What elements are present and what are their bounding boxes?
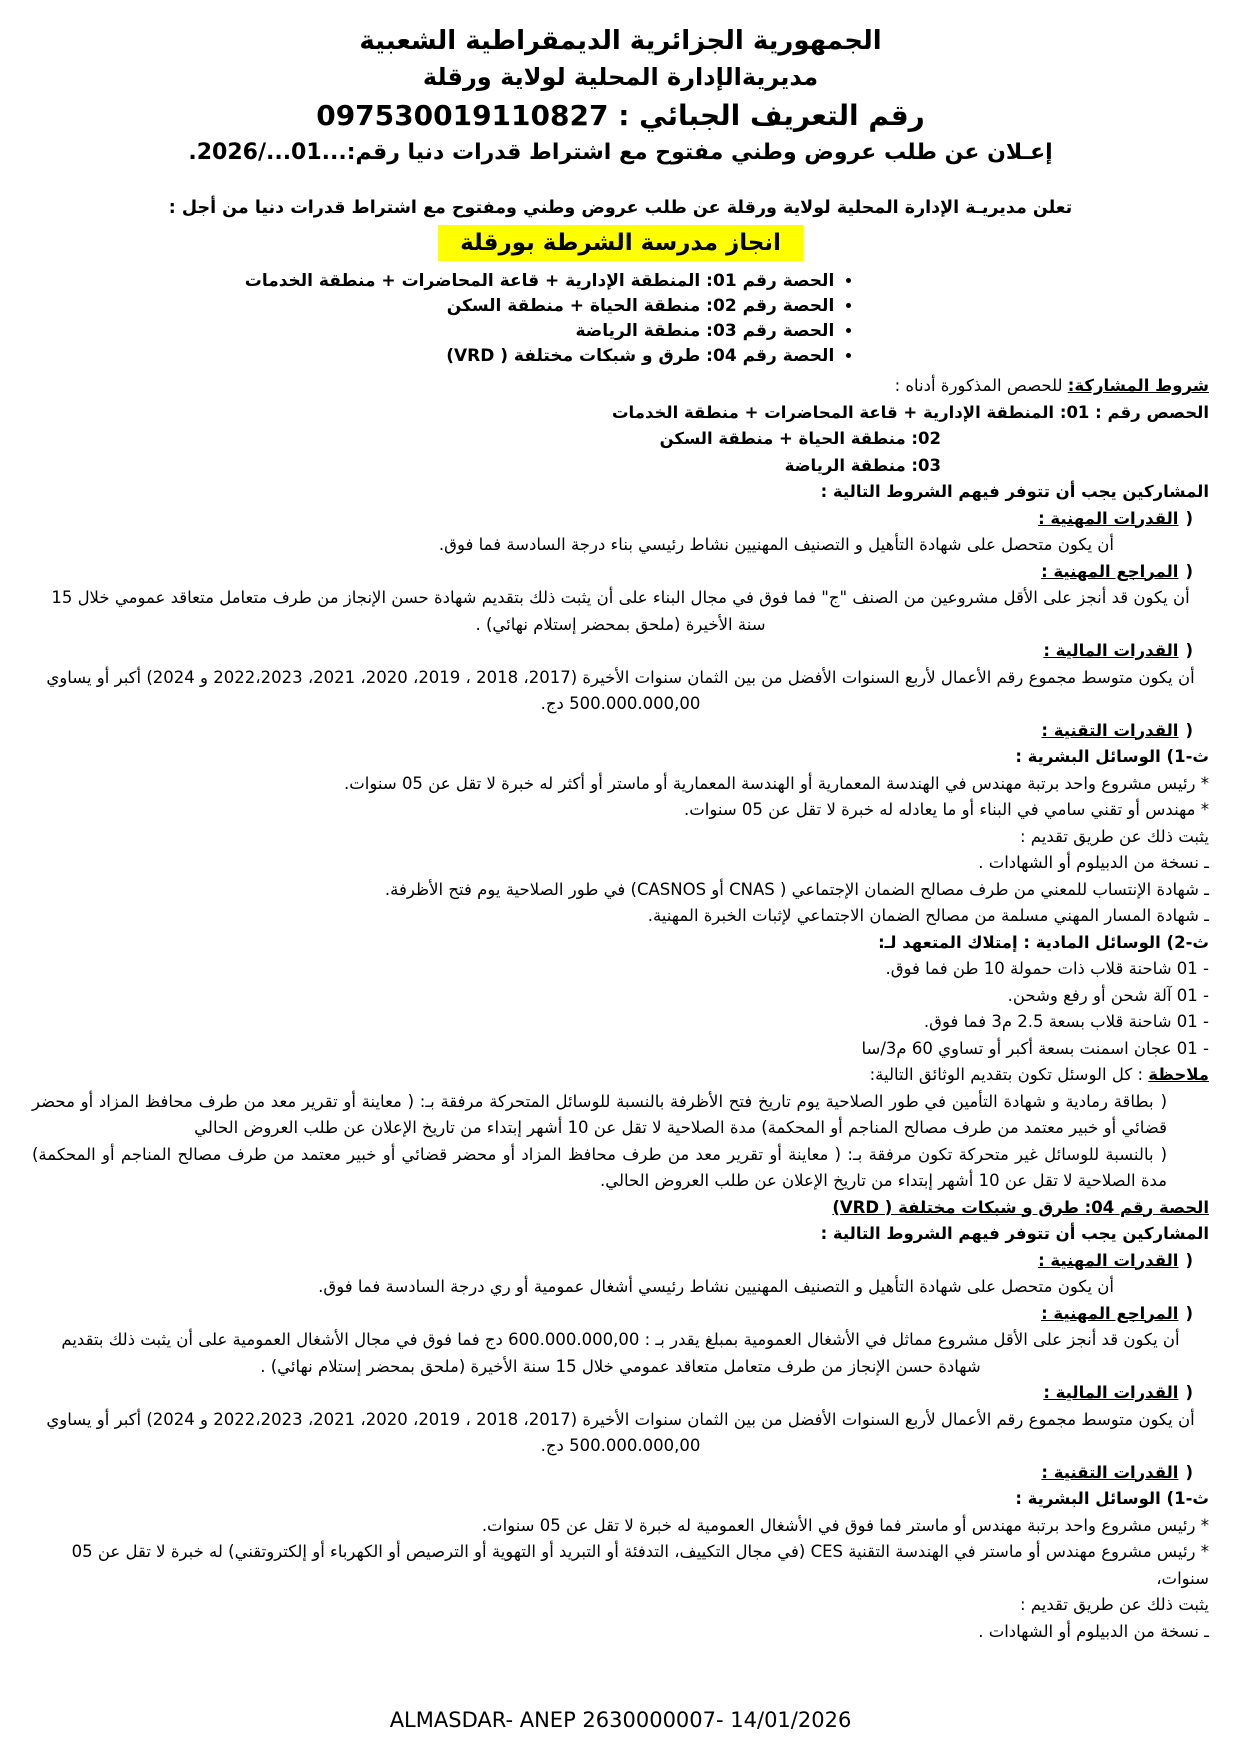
proof-item: ـ نسخة من الدبيلوم أو الشهادات . — [978, 853, 1209, 872]
section-heading-technical: )القدرات التقنية : — [1041, 720, 1193, 740]
section-heading-technical: )القدرات التقنية : — [1041, 1462, 1193, 1482]
participation-terms-rest: للحصص المذكورة أدناه : — [894, 376, 1068, 395]
paren-marker: ) — [1160, 1144, 1167, 1164]
proof-intro-line: يثبت ذلك عن طريق تقديم : — [1020, 1595, 1209, 1614]
note-paragraph: )بالنسبة للوسائل غير متحركة تكون مرفقة بـ: ( معاينة أو تقرير معد من طرف محافظ المزاد أو محضر قضائي أو خبير معتمد من طرف مصالح المناجم أو المحكمة) مدة الصلاحية لا تقل عن 10 أشهر إبتداء من تاريخ الإعلان عن طلب العروض الحالي. — [32, 1144, 1167, 1190]
proof-intro-line: يثبت ذلك عن طريق تقديم : — [1020, 826, 1209, 846]
section-heading-professional: )القدرات المهنية : — [1038, 508, 1193, 528]
paren-marker: ) — [1185, 720, 1193, 740]
ref-lot-line-01: الحصص رقم : 01: المنطقة الإدارية + قاعة المحاضرات + منطقة الخدمات — [611, 402, 1209, 422]
proof-item: ـ شهادة الإنتساب للمعني من طرف مصالح الضمان الإجتماعي ( CNAS أو CASNOS) في طور الصلاحية يوم فتح الأظرفة. — [384, 879, 1209, 899]
section-heading-references: )المراجع المهنية : — [1041, 1303, 1193, 1323]
section-heading-financial: )القدرات المالية : — [1043, 1383, 1193, 1402]
material-means-item: - 01 عجان اسمنت بسعة أكبر أو تساوي 60 م3/سا — [861, 1038, 1209, 1058]
announcement-title: إعـلان عن طلب عروض وطني مفتوح مع اشتراط قدرات دنيا رقم:...01.../2026. — [188, 140, 1053, 165]
directorate-title: مديريةالإدارة المحلية لولاية ورقلة — [422, 63, 819, 91]
participants-conditions-line: المشاركين يجب أن تتوفر فيهم الشروط التالية : — [820, 482, 1209, 501]
note-label: ملاحظة — [1148, 1065, 1209, 1084]
human-means-heading: ث-1) الوسائل البشرية : — [1015, 747, 1209, 766]
paren-marker: ) — [1185, 1383, 1193, 1402]
references-text: أن يكون قد أنجز على الأقل مشروع مماثل في الأشغال العمومية بمبلغ يقدر بـ : 600.000.000,00 دج فما فوق في مجال الأشغال العمومية على أن يثبت ذلك بتقديم شهادة حسن الإنجاز من طرف متعامل متعاقد عمومي خلال 15 سنة الأخيرة (ملحق بمحضر إستلام نهائي) . — [61, 1330, 1180, 1376]
participation-terms-line — [32, 373, 1209, 400]
financial-text: أن يكون متوسط مجموع رقم الأعمال لأربع السنوات الأفضل من بين الثمان سنوات الأخيرة (2017، 2018 ، 2019، 2020، 2021، 2022،2023 و 2024) أكبر أو يساوي 500.000.000,00 دج. — [46, 667, 1195, 713]
paren-marker: ) — [1160, 1091, 1167, 1111]
lot4-section-heading: الحصة رقم 04: طرق و شبكات مختلفة ( VRD) — [832, 1197, 1209, 1217]
paren-marker: ) — [1185, 1250, 1193, 1270]
document-body — [32, 373, 1209, 1645]
section-heading-references: )المراجع المهنية : — [1041, 561, 1193, 581]
human-means-item: * رئيس مشروع مهندس أو ماستر في الهندسة التقنية CES (في مجال التكييف، التدفئة أو التبريد أو التهوية أو الترصيص أو الكهرباء أو إلكتروتقني) له خبرة لا تقل عن 05 سنوات، — [71, 1542, 1209, 1588]
paren-marker: ) — [1185, 641, 1193, 660]
paren-marker: ) — [1185, 1303, 1193, 1323]
lot-item: • الحصة رقم 02: منطقة الحياة + منطقة السكن — [245, 294, 835, 319]
project-title-highlight: انجاز مدرسة الشرطة بورقلة — [438, 225, 803, 261]
material-means-item: - 01 شاحنة قلاب ذات حمولة 10 طن فما فوق. — [885, 959, 1209, 978]
participants-conditions-line: المشاركين يجب أن تتوفر فيهم الشروط التالية : — [820, 1224, 1209, 1243]
tax-id-line: رقم التعريف الجبائي : 097530019110827 — [316, 99, 925, 132]
participation-terms-label: شروط المشاركة: — [1067, 376, 1209, 395]
paren-marker: ) — [1185, 508, 1193, 528]
paren-marker: ) — [1185, 561, 1193, 581]
note-paragraph: )بطاقة رمادية و شهادة التأمين في طور الصلاحية يوم تاريخ فتح الأظرفة بالنسبة للوسائل المتحركة مرفقة بـ: ( معاينة أو تقرير معد من طرف محافظ المزاد أو محضر قضائي أو خبير معتمد من طرف مصالح المناجم أو المحكمة) مدة الصلاحية لا تقل عن 10 أشهر إبتداء من تاريخ الإعلان عن طلب العروض الحالي — [32, 1091, 1167, 1137]
republic-title: الجمهورية الجزائرية الديمقراطية الشعبية — [359, 26, 882, 56]
human-means-heading: ث-1) الوسائل البشرية : — [1015, 1489, 1209, 1508]
human-means-item: * رئيس مشروع واحد برتبة مهندس في الهندسة المعمارية أو الهندسة المعمارية أو ماستر أو أكثر له خبرة لا تقل عن 05 سنوات. — [344, 773, 1209, 793]
project-title-wrap — [32, 225, 1209, 261]
lot-item: • الحصة رقم 04: طرق و شبكات مختلفة ( VRD) — [245, 344, 835, 369]
ref-lot-line-02: 02: منطقة الحياة + منطقة السكن — [659, 429, 941, 448]
ref-lot-line-03: 03: منطقة الرياضة — [784, 455, 941, 475]
note-rest: : كل الوسئل تكون بتقديم الوثائق التالية: — [869, 1065, 1149, 1084]
lots-list — [245, 269, 857, 369]
material-means-heading: ث-2) الوسائل المادية : إمتلاك المتعهد لـ: — [878, 932, 1209, 952]
proof-item: ـ شهادة المسار المهني مسلمة من مصالح الضمان الاجتماعي لإثبات الخبرة المهنية. — [647, 906, 1209, 925]
professional-text: أن يكون متحصل على شهادة التأهيل و التصنيف المهنيين نشاط رئيسي أشغال عمومية أو ري درجة السادسة فما فوق. — [318, 1277, 1114, 1296]
note-heading-line — [32, 1062, 1209, 1089]
intro-line: تعلن مديريـة الإدارة المحلية لولاية ورقلة عن طلب عروض وطني ومفتوح مع اشتراط قدرات دنيا من أجل : — [168, 198, 1073, 218]
section-heading-financial: )القدرات المالية : — [1043, 641, 1193, 660]
section-heading-professional: )القدرات المهنية : — [1038, 1250, 1193, 1270]
material-means-item: - 01 آلة شحن أو رفع وشحن. — [1007, 985, 1209, 1005]
human-means-item: * رئيس مشروع واحد برتبة مهندس أو ماستر فما فوق في الأشغال العمومية له خبرة لا تقل عن 05 سنوات. — [481, 1515, 1209, 1535]
footer-anep-line: ALMASDAR- ANEP 2630000007- 14/01/2026 — [389, 1708, 852, 1732]
financial-text: أن يكون متوسط مجموع رقم الأعمال لأربع السنوات الأفضل من بين الثمان سنوات الأخيرة (2017، 2018 ، 2019، 2020، 2021، 2022،2023 و 2024) أكبر أو يساوي 500.000.000,00 دج. — [46, 1409, 1195, 1455]
human-means-item: * مهندس أو تقني سامي في البناء أو ما يعادله له خبرة لا تقل عن 05 سنوات. — [683, 800, 1209, 819]
lot-item: • الحصة رقم 01: المنطقة الإدارية + قاعة المحاضرات + منطقة الخدمات — [245, 269, 835, 294]
proof-item: ـ نسخة من الدبيلوم أو الشهادات . — [978, 1621, 1209, 1641]
references-text: أن يكون قد أنجز على الأقل مشروعين من الصنف "ج" فما فوق في مجال البناء على أن يثبت ذلك بتقديم شهادة حسن الإنجاز من طرف متعامل متعاقد عمومي خلال 15 سنة الأخيرة (ملحق بمحضر إستلام نهائي) . — [51, 588, 1190, 634]
professional-text: أن يكون متحصل على شهادة التأهيل و التصنيف المهنيين نشاط رئيسي بناء درجة السادسة فما فوق. — [438, 535, 1114, 554]
material-means-item: - 01 شاحنة قلاب بسعة 2.5 م3 فما فوق. — [923, 1012, 1209, 1031]
paren-marker: ) — [1185, 1462, 1193, 1482]
lot-item: • الحصة رقم 03: منطقة الرياضة — [245, 319, 835, 344]
